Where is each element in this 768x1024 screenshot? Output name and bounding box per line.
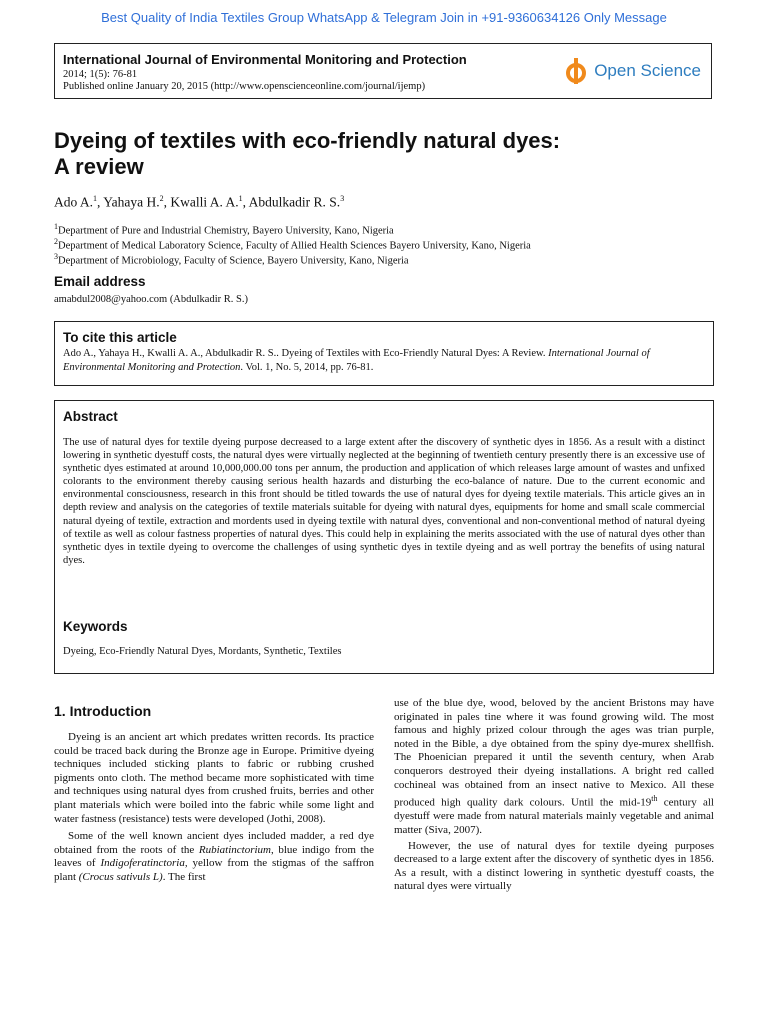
author-name: Yahaya H.	[103, 194, 160, 210]
intro-heading: 1. Introduction	[54, 703, 152, 719]
keywords-heading: Keywords	[63, 619, 128, 634]
email-address[interactable]: amabdul2008@yahoo.com (Abdulkadir R. S.)	[54, 294, 248, 305]
left-column	[54, 731, 374, 885]
author-name: Abdulkadir R. S.	[248, 194, 341, 210]
author-affil-sup: 1	[238, 194, 243, 203]
publisher-logo[interactable]	[564, 56, 701, 86]
author-list: Ado A.$^1$, Yahaya H.$^2$, Kwalli A. A.$^1$, Abdulkadir R. S.$^3$	[54, 194, 345, 210]
intro-p2-text: yellow from the stigmas of the saffron plant	[54, 857, 374, 883]
right-paragraph-1	[394, 697, 714, 838]
cite-box	[54, 321, 714, 386]
journal-name: International Journal of Environmental Monitoring and Protection	[63, 52, 467, 67]
email-heading: Email address	[54, 274, 146, 289]
species-rubia: Rubiatinctorium	[198, 843, 271, 856]
journal-header	[54, 43, 712, 99]
cite-heading: To cite this article	[63, 330, 177, 345]
publisher-name: Open Science	[594, 61, 701, 80]
affiliation-text: Department of Medical Laboratory Science, Faculty of Allied Health Sciences Bayero University, Kano, Nigeria	[58, 240, 531, 252]
author-affil-sup: 1	[93, 194, 98, 203]
intro-paragraph-1: Dyeing is an ancient art which predates written records. Its practice could be traced back during the Bronze age in Europe. Primitive dyeing techniques included sticking plants to fabric or rubbing crushed pigments onto cloth. The method became more sophisticated with time and techniques using natural dyes from crushed fruits, berries and other plant materials which were boiled into the fabric while some light and water fastness (resistance) tests were developed (Jothi, 2008).	[54, 731, 374, 825]
affiliation	[54, 252, 409, 267]
abstract-heading: Abstract	[63, 409, 118, 424]
journal-issue: 2014; 1(5): 76-81	[63, 69, 138, 80]
affiliation-text: Department of Microbiology, Faculty of Science, Bayero University, Kano, Nigeria	[58, 255, 409, 267]
cite-authors-title: Ado A., Yahaya H., Kwalli A. A., Abdulkadir R. S.. Dyeing of Textiles with Eco-Friendly Natural Dyes: A Review.	[63, 348, 546, 359]
right-p1-sup: th	[651, 794, 658, 804]
cite-volume: . Vol. 1, No. 5, 2014, pp. 76-81.	[240, 362, 374, 373]
affiliation-sup: 2	[54, 237, 58, 246]
promo-banner[interactable]: Best Quality of India Textiles Group WhatsApp & Telegram Join in +91-9360634126 Only Message	[101, 10, 667, 25]
open-science-logo-icon	[564, 56, 588, 86]
keywords-text: Dyeing, Eco-Friendly Natural Dyes, Mordants, Synthetic, Textiles	[63, 646, 342, 657]
cite-journal: International Journal of Environmental Monitoring and Protection	[63, 348, 650, 373]
intro-p2-text: . The first	[162, 870, 206, 883]
author-name: Ado A.	[54, 194, 94, 210]
right-column	[394, 697, 714, 894]
right-paragraph-2: However, the use of natural dyes for textile dyeing purposes decreased to a large extent after the discovery of synthetic dyes in 1856. As a result, with a distinct lowering in synthetic dyestuff coasts, the natural dyes were virtually	[394, 839, 714, 893]
intro-p2-text: , blue indigo from the leaves of	[54, 843, 374, 870]
affiliation-text: Department of Pure and Industrial Chemistry, Bayero University, Kano, Nigeria	[58, 225, 394, 237]
species-indigofera: Indigoferatinctoria,	[100, 857, 188, 870]
journal-online-info: Published online January 20, 2015 (http://www.openscienceonline.com/journal/ijemp)	[63, 81, 426, 92]
author-name: Kwalli A. A.	[170, 194, 239, 210]
affiliation-sup: 3	[54, 252, 58, 261]
affiliation-sup: 1	[54, 222, 58, 231]
author-affil-sup: 2	[159, 194, 164, 203]
cite-text	[63, 347, 705, 375]
right-p1-text: century all dyestuff were made from natural materials mainly vegetable and animal matter (Siva, 2007).	[394, 796, 714, 836]
intro-p2-text: Some of the well known ancient dyes included madder, a red dye obtained from the roots of the	[54, 830, 374, 856]
abstract-box	[54, 400, 714, 674]
intro-paragraph-2	[54, 830, 374, 884]
article-title	[54, 128, 714, 180]
species-crocus: (Crocus sativuls L)	[78, 870, 163, 883]
affiliation	[54, 237, 531, 252]
abstract-text: The use of natural dyes for textile dyeing purpose decreased to a large extent after the discovery of synthetic dyes in 1856. As a result with a distinct lowering in synthetic dyestuff costs, the natural dyes were virtually neglected at the beginning of twentieth century presently there is an excessive use of synthetic dyes estimated at around 10,000,000.00 tons per annum, the production and application of which releases large amount of wastes and unfixed colorants to the environment thereby causing serious health hazards and disturbing the eco-balance of nature. Due to the current economic and environmental consciousness, research in this front should be titled towards the use of natural dyes for dyeing textile materials. This article gives an in depth review and analysis on the categories of textile materials suitable for dyeing with natural dyes, equipments for home and small scale commercial natural dyeing of textile, extraction and mordents used in dyeing textile with natural dyes, conventional and non-conventional method of natural dyeing of textile as well as colour fastness properties of natural dyes. This could help in explaining the merits associated with the use of natural dyes other than synthetic dyes in textile dyeing to overcome the challenges of using synthetic dyes in textile dyeing and as well portray the benefits of using natural dyes.	[63, 437, 705, 566]
right-p1-text: use of the blue dye, wood, beloved by the ancient Bristons may have originated in pales tine where it was found growing wild. The most famous and highly prized colour through the ages was trian purple, noted in the Bible, a dye obtained from the spiny dye-murex shellfish. The Phoenician prepared it until the seventh century, when Arab conquerors destroyed their dyeing installations. A bright red called cochineal was obtained from an insect native to Mexico. All these produced high quality dark colours. Until the mid-19	[394, 697, 714, 809]
title-line-2: A review	[54, 154, 144, 179]
title-line-1: Dyeing of textiles with eco-friendly natural dyes:	[54, 128, 561, 153]
affiliation	[54, 222, 394, 237]
author-affil-sup: 3	[340, 194, 345, 203]
